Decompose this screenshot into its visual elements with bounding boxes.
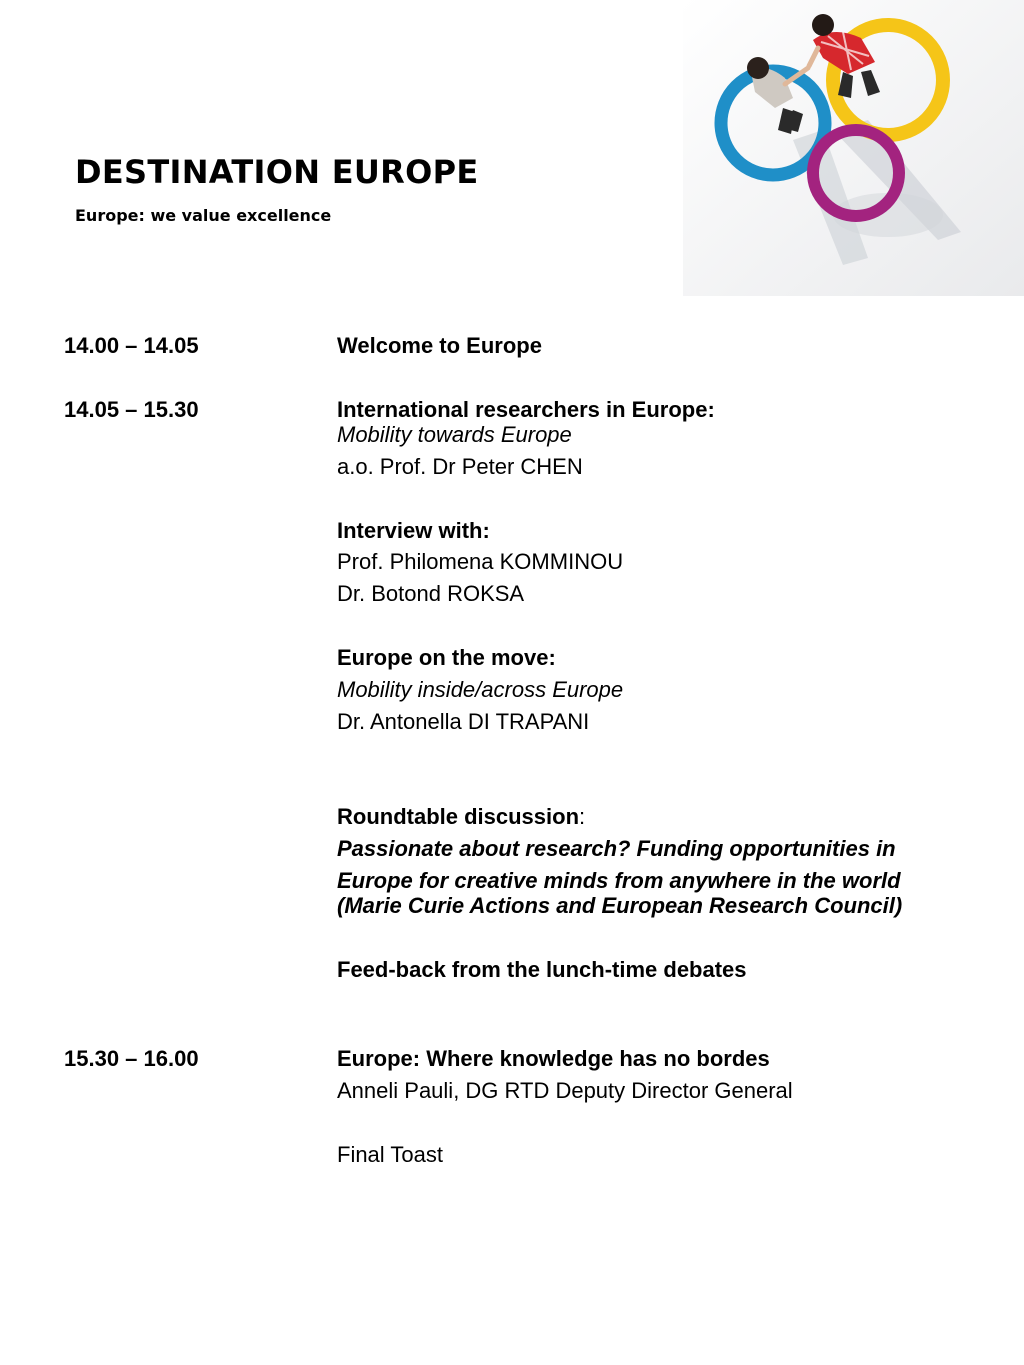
interview-speaker: Dr. Botond ROKSA bbox=[337, 581, 525, 606]
session-title: International researchers in Europe: bbox=[337, 397, 715, 422]
agenda-slot-time: 15.30 – 16.00 bbox=[64, 1046, 199, 1071]
document-subtitle: Europe: we value excellence bbox=[75, 206, 332, 225]
agenda-slot-time: 14.00 – 14.05 bbox=[64, 333, 199, 358]
session-speaker: Anneli Pauli, DG RTD Deputy Director General bbox=[337, 1078, 793, 1103]
session-speaker: a.o. Prof. Dr Peter CHEN bbox=[337, 454, 583, 479]
roundtable-heading bbox=[337, 806, 585, 828]
session-subtitle: Mobility towards Europe bbox=[337, 422, 572, 447]
agenda-slot-title: Welcome to Europe bbox=[337, 333, 542, 358]
document-title: DESTINATION EUROPE bbox=[75, 153, 479, 191]
session-subtitle: Mobility inside/across Europe bbox=[337, 677, 624, 702]
roundtable-colon: : bbox=[579, 804, 586, 829]
roundtable-line: (Marie Curie Actions and European Research Council) bbox=[337, 893, 903, 918]
agenda-slot-time: 14.05 – 15.30 bbox=[64, 397, 199, 422]
interview-title: Interview with: bbox=[337, 518, 490, 543]
closing-item: Final Toast bbox=[337, 1142, 443, 1167]
session-title: Europe: Where knowledge has no bordes bbox=[337, 1046, 770, 1071]
session-title: Europe on the move: bbox=[337, 645, 556, 670]
roundtable-line: Europe for creative minds from anywhere in the world bbox=[337, 868, 901, 893]
session-speaker: Dr. Antonella DI TRAPANI bbox=[337, 709, 590, 734]
interview-speaker: Prof. Philomena KOMMINOU bbox=[337, 549, 624, 574]
rings-handshake-illustration bbox=[683, 0, 1024, 296]
roundtable-title: Roundtable discussion bbox=[337, 804, 580, 829]
feedback-item: Feed-back from the lunch-time debates bbox=[337, 957, 747, 982]
roundtable-line: Passionate about research? Funding opportunities in bbox=[337, 836, 896, 861]
